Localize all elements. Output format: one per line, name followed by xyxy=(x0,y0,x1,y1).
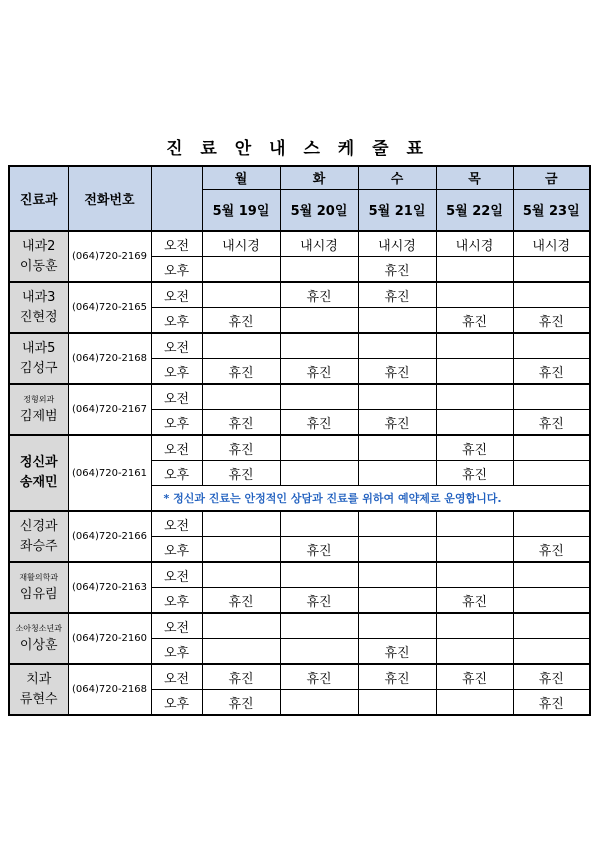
schedule-cell: 내시경 xyxy=(358,231,436,257)
dept-cell xyxy=(9,613,68,664)
schedule-cell xyxy=(436,639,513,665)
dept-name: 내과2 xyxy=(22,238,56,254)
period-am: 오전 xyxy=(151,511,202,537)
schedule-cell xyxy=(513,562,590,588)
schedule-cell xyxy=(280,562,358,588)
schedule-cell xyxy=(202,639,280,665)
schedule-cell xyxy=(436,282,513,308)
dept-name: 정형외과 xyxy=(23,394,55,404)
schedule-cell xyxy=(513,435,590,461)
schedule-cell xyxy=(358,690,436,716)
table-row xyxy=(9,562,590,588)
schedule-cell xyxy=(358,384,436,410)
period-am: 오전 xyxy=(151,435,202,461)
period-pm: 오후 xyxy=(151,639,202,665)
schedule-cell xyxy=(280,333,358,359)
schedule-cell xyxy=(513,588,590,614)
schedule-cell: 휴진 xyxy=(513,664,590,690)
doctor-name: 임유림 xyxy=(19,586,58,602)
schedule-cell xyxy=(513,511,590,537)
header-day: 수 xyxy=(358,166,436,189)
schedule-cell xyxy=(513,613,590,639)
doctor-name: 좌승주 xyxy=(19,538,58,554)
dept-name: 재활의학과 xyxy=(19,572,59,582)
schedule-cell xyxy=(513,333,590,359)
period-am: 오전 xyxy=(151,562,202,588)
dept-cell xyxy=(9,282,68,333)
schedule-cell xyxy=(202,333,280,359)
doctor-name: 김성구 xyxy=(19,360,58,376)
schedule-cell xyxy=(513,257,590,283)
schedule-cell xyxy=(513,639,590,665)
schedule-cell: 휴진 xyxy=(280,664,358,690)
schedule-cell xyxy=(513,461,590,486)
schedule-cell xyxy=(280,511,358,537)
table-row xyxy=(9,511,590,537)
header-period-blank xyxy=(151,166,202,231)
schedule-cell xyxy=(436,257,513,283)
dept-cell xyxy=(9,231,68,282)
schedule-table xyxy=(8,165,591,716)
schedule-cell: 휴진 xyxy=(358,664,436,690)
header-day: 금 xyxy=(513,166,590,189)
schedule-cell: 휴진 xyxy=(436,461,513,486)
period-am: 오전 xyxy=(151,613,202,639)
reservation-note: * 정신과 진료는 안정적인 상담과 진료를 위하여 예약제로 운영합니다. xyxy=(151,486,590,512)
schedule-cell: 휴진 xyxy=(513,410,590,436)
schedule-cell: 휴진 xyxy=(280,410,358,436)
phone-number: (064)720-2169 xyxy=(68,231,151,282)
schedule-cell xyxy=(436,562,513,588)
period-pm: 오후 xyxy=(151,588,202,614)
schedule-cell xyxy=(358,588,436,614)
schedule-cell xyxy=(202,511,280,537)
table-row xyxy=(9,384,590,410)
schedule-cell xyxy=(358,613,436,639)
schedule-cell xyxy=(280,639,358,665)
table-row xyxy=(9,435,590,461)
doctor-name: 송재민 xyxy=(19,475,58,490)
dept-cell xyxy=(9,384,68,435)
period-pm: 오후 xyxy=(151,537,202,563)
header-date: 5월 21일 xyxy=(358,189,436,231)
dept-cell xyxy=(9,562,68,613)
schedule-cell xyxy=(202,384,280,410)
schedule-cell: 휴진 xyxy=(436,664,513,690)
header-day: 월 xyxy=(202,166,280,189)
schedule-cell: 휴진 xyxy=(436,588,513,614)
schedule-cell xyxy=(436,333,513,359)
phone-number: (064)720-2161 xyxy=(68,435,151,511)
table-row xyxy=(9,231,590,257)
period-am: 오전 xyxy=(151,384,202,410)
schedule-cell xyxy=(358,308,436,334)
schedule-cell xyxy=(436,537,513,563)
dept-name: 치과 xyxy=(26,671,52,687)
schedule-cell xyxy=(436,359,513,385)
schedule-cell xyxy=(280,461,358,486)
schedule-cell: 휴진 xyxy=(358,257,436,283)
schedule-cell xyxy=(436,384,513,410)
schedule-cell: 휴진 xyxy=(513,359,590,385)
header-date: 5월 20일 xyxy=(280,189,358,231)
period-pm: 오후 xyxy=(151,410,202,436)
schedule-cell: 휴진 xyxy=(202,308,280,334)
schedule-cell: 휴진 xyxy=(358,359,436,385)
dept-name: 정신과 xyxy=(19,455,58,470)
schedule-cell xyxy=(436,410,513,436)
period-pm: 오후 xyxy=(151,308,202,334)
schedule-body xyxy=(9,231,590,715)
schedule-cell: 휴진 xyxy=(436,308,513,334)
page-title: 진 료 안 내 스 케 줄 표 xyxy=(166,139,429,159)
schedule-cell xyxy=(280,435,358,461)
header-date: 5월 22일 xyxy=(436,189,513,231)
phone-number: (064)720-2160 xyxy=(68,613,151,664)
phone-number: (064)720-2167 xyxy=(68,384,151,435)
schedule-cell: 휴진 xyxy=(513,690,590,716)
schedule-cell xyxy=(202,613,280,639)
phone-number: (064)720-2168 xyxy=(68,333,151,384)
schedule-cell xyxy=(280,613,358,639)
header-day: 화 xyxy=(280,166,358,189)
header-phone: 전화번호 xyxy=(68,166,151,231)
schedule-cell: 휴진 xyxy=(202,690,280,716)
schedule-cell xyxy=(280,690,358,716)
schedule-cell: 휴진 xyxy=(202,588,280,614)
table-row xyxy=(9,613,590,639)
schedule-cell xyxy=(358,333,436,359)
schedule-cell: 내시경 xyxy=(436,231,513,257)
schedule-cell xyxy=(202,282,280,308)
schedule-cell: 휴진 xyxy=(202,461,280,486)
schedule-cell: 휴진 xyxy=(280,359,358,385)
schedule-cell xyxy=(280,384,358,410)
header-dept: 진료과 xyxy=(9,166,68,231)
schedule-cell: 휴진 xyxy=(513,537,590,563)
schedule-cell: 내시경 xyxy=(280,231,358,257)
table-row xyxy=(9,664,590,690)
dept-cell xyxy=(9,664,68,715)
schedule-cell xyxy=(358,562,436,588)
doctor-name: 진현정 xyxy=(19,309,58,325)
period-am: 오전 xyxy=(151,231,202,257)
schedule-cell xyxy=(358,435,436,461)
phone-number: (064)720-2165 xyxy=(68,282,151,333)
schedule-cell: 휴진 xyxy=(202,359,280,385)
schedule-cell xyxy=(202,562,280,588)
schedule-cell: 내시경 xyxy=(202,231,280,257)
dept-cell xyxy=(9,435,68,511)
schedule-cell: 휴진 xyxy=(202,664,280,690)
schedule-cell: 휴진 xyxy=(280,588,358,614)
schedule-cell: 휴진 xyxy=(358,639,436,665)
schedule-cell: 휴진 xyxy=(280,537,358,563)
dept-cell xyxy=(9,333,68,384)
dept-name: 내과5 xyxy=(22,340,56,356)
table-row xyxy=(9,282,590,308)
header-date: 5월 19일 xyxy=(202,189,280,231)
schedule-cell xyxy=(358,537,436,563)
schedule-cell: 휴진 xyxy=(513,308,590,334)
table-row xyxy=(9,333,590,359)
schedule-cell xyxy=(202,257,280,283)
period-am: 오전 xyxy=(151,333,202,359)
period-pm: 오후 xyxy=(151,257,202,283)
schedule-cell xyxy=(436,511,513,537)
dept-cell xyxy=(9,511,68,562)
schedule-cell xyxy=(358,511,436,537)
header-date: 5월 23일 xyxy=(513,189,590,231)
header-day: 목 xyxy=(436,166,513,189)
phone-number: (064)720-2163 xyxy=(68,562,151,613)
dept-name: 신경과 xyxy=(19,518,58,534)
schedule-cell xyxy=(202,537,280,563)
doctor-name: 이상훈 xyxy=(19,637,58,653)
schedule-cell xyxy=(280,308,358,334)
period-am: 오전 xyxy=(151,664,202,690)
schedule-cell: 휴진 xyxy=(436,435,513,461)
schedule-cell: 휴진 xyxy=(202,410,280,436)
schedule-cell xyxy=(436,690,513,716)
phone-number: (064)720-2166 xyxy=(68,511,151,562)
doctor-name: 김제범 xyxy=(19,408,58,424)
period-pm: 오후 xyxy=(151,690,202,716)
schedule-cell: 내시경 xyxy=(513,231,590,257)
schedule-cell xyxy=(358,461,436,486)
doctor-name: 이동훈 xyxy=(19,258,58,274)
schedule-cell xyxy=(436,613,513,639)
period-pm: 오후 xyxy=(151,461,202,486)
schedule-cell xyxy=(280,257,358,283)
phone-number: (064)720-2168 xyxy=(68,664,151,715)
period-am: 오전 xyxy=(151,282,202,308)
schedule-cell: 휴진 xyxy=(202,435,280,461)
dept-name: 내과3 xyxy=(22,289,56,305)
schedule-cell: 휴진 xyxy=(358,410,436,436)
doctor-name: 류현수 xyxy=(19,691,58,707)
schedule-cell: 휴진 xyxy=(358,282,436,308)
period-pm: 오후 xyxy=(151,359,202,385)
schedule-cell: 휴진 xyxy=(280,282,358,308)
schedule-cell xyxy=(513,384,590,410)
dept-name: 소아청소년과 xyxy=(15,623,62,633)
schedule-cell xyxy=(513,282,590,308)
